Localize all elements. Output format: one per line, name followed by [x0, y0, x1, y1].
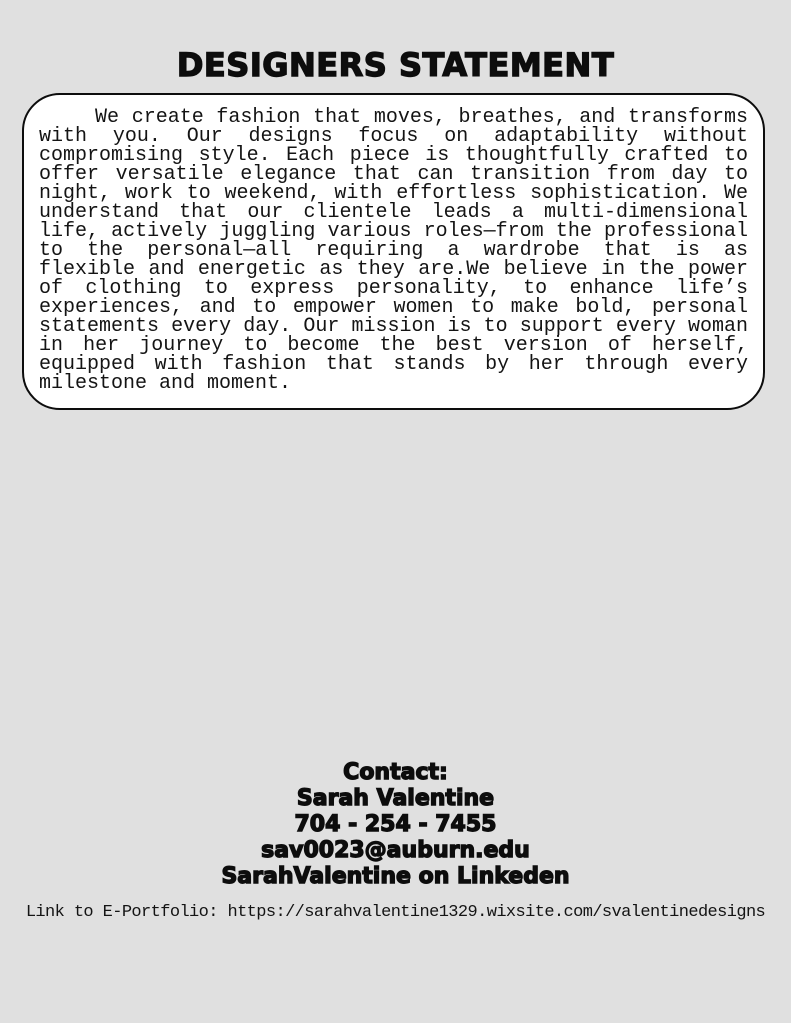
statement-text: We create fashion that moves, breathes, and transforms with you. Our designs focus on adaptability without compromising style. Each piece is thoughtfully crafted to offer versatile elegance that can transition from day to night, work to weekend, with effortless sophistication. We understand that our clientele leads a multi-dimensional life, actively juggling various roles—from the professional to the personal—all requiring a wardrobe that is as flexible and energetic as they are.We believe in the power of clothing to express personality, to enhance life’s experiences, and to empower women to make bold, personal statements every day. Our mission is to support every woman in her journey to become the best version of herself, equipped with fashion that stands by her through every milestone and moment. — [39, 106, 748, 395]
contact-block — [0, 760, 791, 890]
page-title: DESIGNERS STATEMENT — [176, 46, 615, 84]
contact-heading: Contact: — [343, 760, 448, 785]
contact-email: sav0023@auburn.edu — [261, 838, 530, 863]
portfolio-link-line — [0, 903, 791, 922]
contact-linkedin: SarahValentine on Linkeden — [221, 864, 570, 889]
portfolio-link-label: Link to E-Portfolio: — [25, 903, 218, 922]
contact-name: Sarah Valentine — [296, 786, 495, 811]
statement-box — [22, 93, 765, 410]
contact-phone: 704 - 254 - 7455 — [294, 812, 497, 837]
portfolio-url-link[interactable]: https://sarahvalentine1329.wixsite.com/svalentinedesigns — [227, 903, 766, 922]
